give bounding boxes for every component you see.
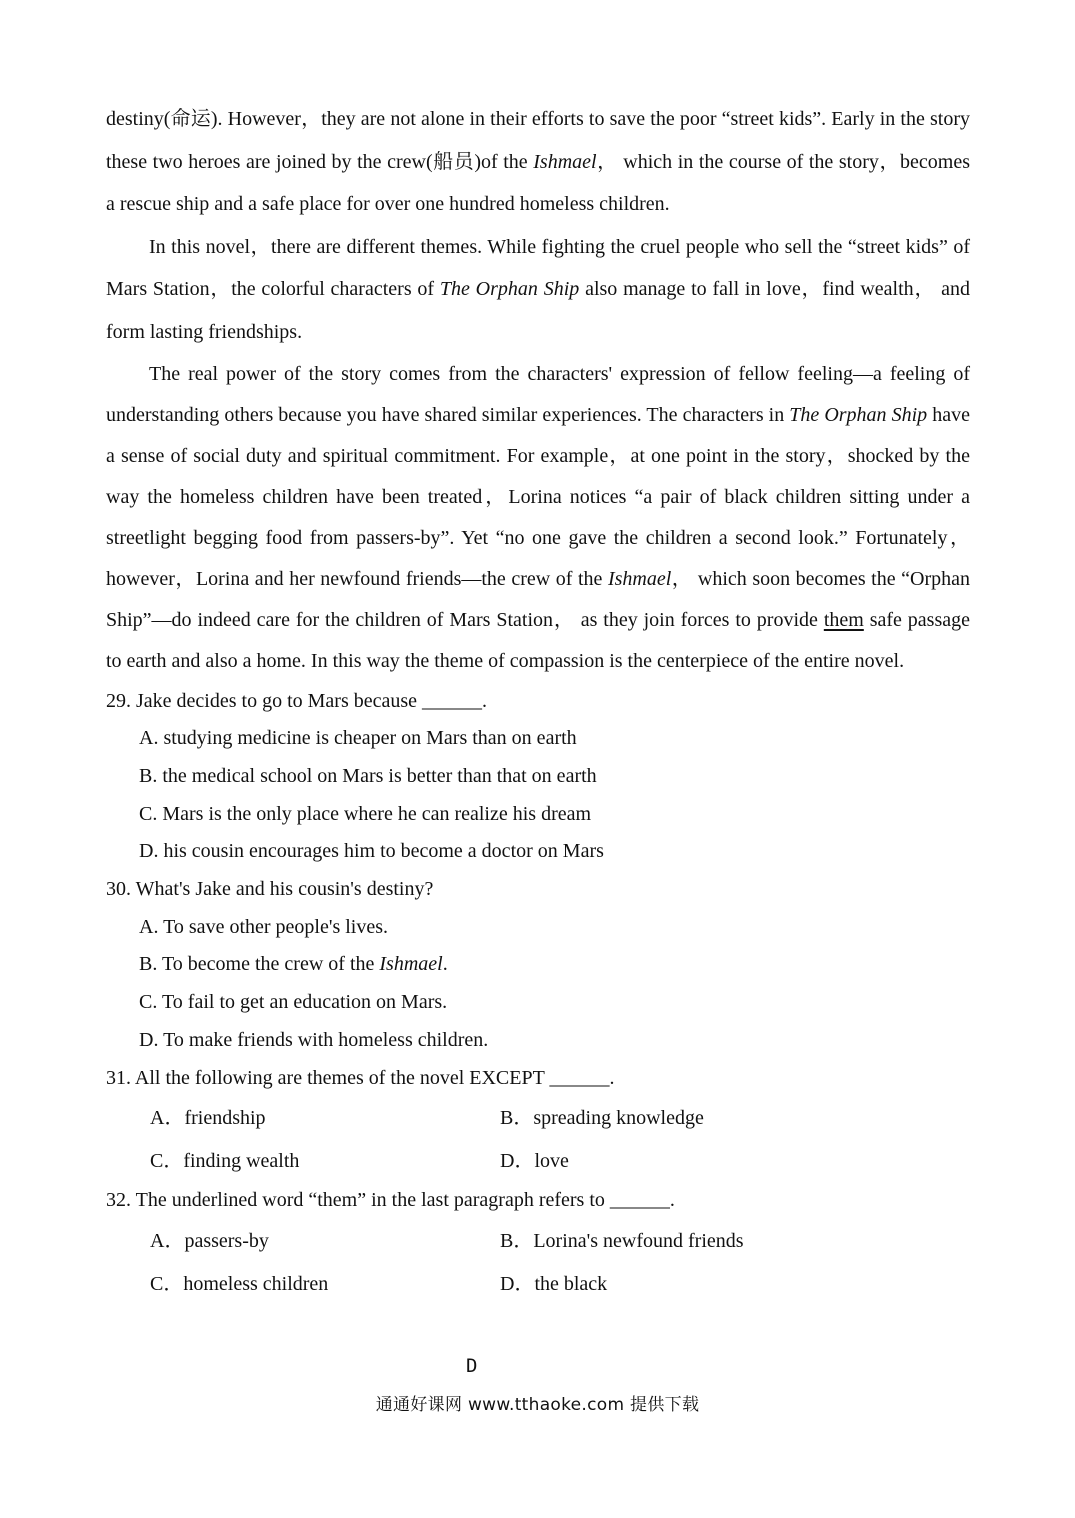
option-a: A. studying medicine is cheaper on Mars than on earth	[139, 727, 577, 750]
question-29	[106, 683, 970, 872]
option-a: A．friendship	[150, 1107, 266, 1130]
passage-paragraph-3: The real power of the story comes from the characters' expression of fellow feeling—a feeling of understanding others because you have shared similar experiences. The characters in The Orphan Ship have a sense of social duty and spiritual commitment. For example，at one point in the story，shocked by the way the homeless children have been treated，Lorina notices “a pair of black children sitting under a streetlight begging food from passers-by”. Yet “no one gave the children a second look.” Fortunately，however，Lorina and her newfound friends—the crew of the Ishmael， which soon becomes the “Orphan Ship”—do indeed care for the children of Mars Station， as they join forces to provide them safe passage to earth and also a home. In this way the theme of compassion is the centerpiece of the entire novel.	[106, 362, 971, 672]
option-c: C. Mars is the only place where he can realize his dream	[139, 802, 592, 825]
section-heading: D	[466, 1355, 478, 1377]
option-a: A．passers-by	[150, 1230, 269, 1252]
option-d: D．the black	[500, 1272, 608, 1295]
underlined-word: them	[823, 608, 864, 631]
option-b: B．Lorina's newfound friends	[500, 1230, 744, 1252]
option-c: C．finding wealth	[150, 1149, 300, 1172]
footer-text: 通通好课网 www.tthaoke.com 提供下载	[375, 1395, 700, 1415]
ship-name: Ishmael	[607, 567, 672, 590]
question-stem: 31. All the following are themes of the novel EXCEPT ______.	[106, 1066, 615, 1089]
passage-paragraph-2: In this novel，there are different themes. While fighting the cruel people who sell the “street kids” of Mars Station，the colorful characters of The Orphan Ship also manage to fall in love，find wealth， and form lasting friendships.	[106, 235, 970, 343]
option-d: D. his cousin encourages him to become a doctor on Mars	[139, 840, 604, 863]
question-32	[106, 1182, 970, 1305]
question-30	[106, 871, 970, 1060]
question-stem: 30. What's Jake and his cousin's destiny?	[106, 878, 434, 901]
options-grid	[150, 1220, 970, 1305]
option-d: D．love	[500, 1149, 569, 1172]
question-stem: 32. The underlined word “them” in the last paragraph refers to ______.	[106, 1189, 675, 1212]
ship-name: Ishmael	[533, 150, 597, 173]
ship-name: Ishmael	[379, 953, 443, 976]
novel-title: The Orphan Ship	[439, 278, 580, 301]
question-stem: 29. Jake decides to go to Mars because ______.	[106, 689, 488, 712]
question-31	[106, 1060, 970, 1183]
option-c: C．homeless children	[150, 1272, 329, 1295]
novel-title: The Orphan Ship	[789, 403, 928, 426]
document-body	[106, 98, 970, 1305]
option-b: B. the medical school on Mars is better than that on earth	[139, 764, 597, 787]
option-b: B．spreading knowledge	[500, 1107, 704, 1130]
option-d: D. To make friends with homeless children.	[139, 1028, 489, 1051]
option-b: B. To become the crew of the Ishmael.	[139, 953, 448, 976]
options-grid	[150, 1097, 970, 1182]
option-a: A. To save other people's lives.	[139, 915, 389, 938]
option-c: C. To fail to get an education on Mars.	[139, 991, 448, 1014]
passage-paragraph-1: destiny(命运). However，they are not alone in their efforts to save the poor “street kids”. Early in the story these two heroes are joined by the crew(船员)of the Ishmael， which in the course of the story，becomes a rescue ship and a safe place for over one hundred homeless children.	[106, 108, 970, 216]
